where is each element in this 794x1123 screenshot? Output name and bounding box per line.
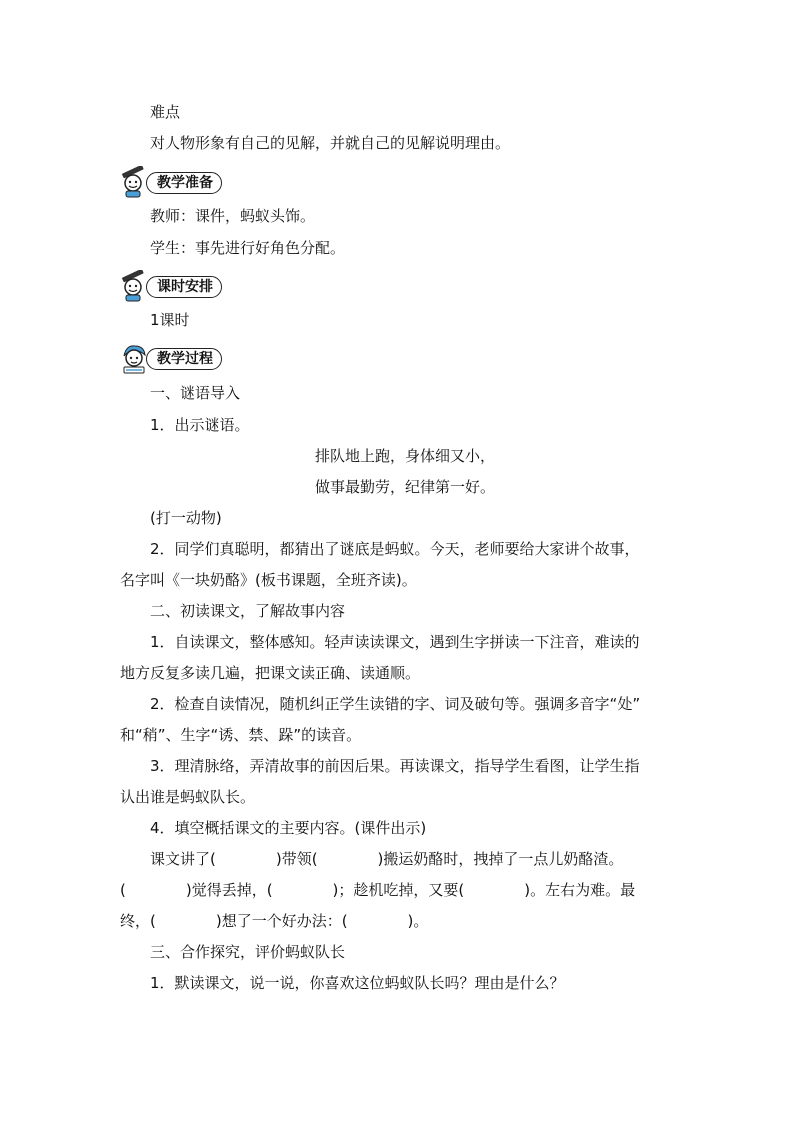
s2-p1-line2: 地方反复多读几遍，把课文读正确、读通顺。	[120, 664, 421, 682]
section-header-schedule	[118, 270, 258, 300]
riddle-hint: (打一动物)	[150, 509, 222, 527]
s2-title: 二、初读课文，了解故事内容	[150, 602, 346, 620]
s2-p2-line1: 2．检查自读情况，随机纠正学生读错的字、词及破句等。强调多音字“处”	[150, 695, 641, 713]
difficulty-heading: 难点	[150, 103, 181, 121]
s2-p2-line2: 和“稍”、生字“诱、禁、跺”的读音。	[120, 726, 362, 744]
prep-student: 学生：事先进行好角色分配。	[150, 239, 346, 257]
fill-blank-line-2: ( )觉得丢掉，( )；趁机吃掉，又要( )。左右为难。最	[120, 881, 636, 899]
fill-blank-line-1: 课文讲了( )带领( )搬运奶酪时，拽掉了一点儿奶酪渣。	[150, 850, 624, 868]
section-badge: 教学准备	[146, 172, 222, 194]
s2-p3-line2: 认出谁是蚂蚁队长。	[120, 788, 256, 806]
s1-p1: 1．出示谜语。	[150, 416, 250, 434]
section-badge: 课时安排	[146, 276, 222, 298]
fill-blank-line-3: 终，( )想了一个好办法：( )。	[120, 912, 429, 930]
s2-p1-line1: 1．自读课文，整体感知。轻声读读课文，遇到生字拼读一下注音，难读的	[150, 633, 640, 651]
difficulty-text: 对人物形象有自己的见解，并就自己的见解说明理由。	[150, 134, 511, 152]
s3-p1: 1．默读课文，说一说，你喜欢这位蚂蚁队长吗？理由是什么？	[150, 974, 565, 992]
riddle-line-2: 做事最勤劳，纪律第一好。	[315, 478, 496, 496]
riddle-line-1: 排队地上跑，身体细又小，	[315, 447, 496, 465]
section-header-process	[118, 342, 258, 372]
section-badge: 教学过程	[146, 348, 222, 370]
s2-p3-line1: 3．理清脉络，弄清故事的前因后果。再读课文，指导学生看图，让学生指	[150, 757, 640, 775]
prep-teacher: 教师：课件，蚂蚁头饰。	[150, 207, 316, 225]
s1-title: 一、谜语导入	[150, 384, 241, 402]
section-header-prep	[118, 166, 258, 196]
s1-p2-line2: 名字叫《一块奶酪》(板书课题，全班齐读)。	[120, 571, 417, 589]
s1-p2-line1: 2．同学们真聪明，都猜出了谜底是蚂蚁。今天，老师要给大家讲个故事，	[150, 540, 640, 558]
s3-title: 三、合作探究，评价蚂蚁队长	[150, 943, 346, 961]
schedule-text: 1课时	[150, 311, 190, 329]
s2-p4: 4．填空概括课文的主要内容。(课件出示)	[150, 819, 427, 837]
